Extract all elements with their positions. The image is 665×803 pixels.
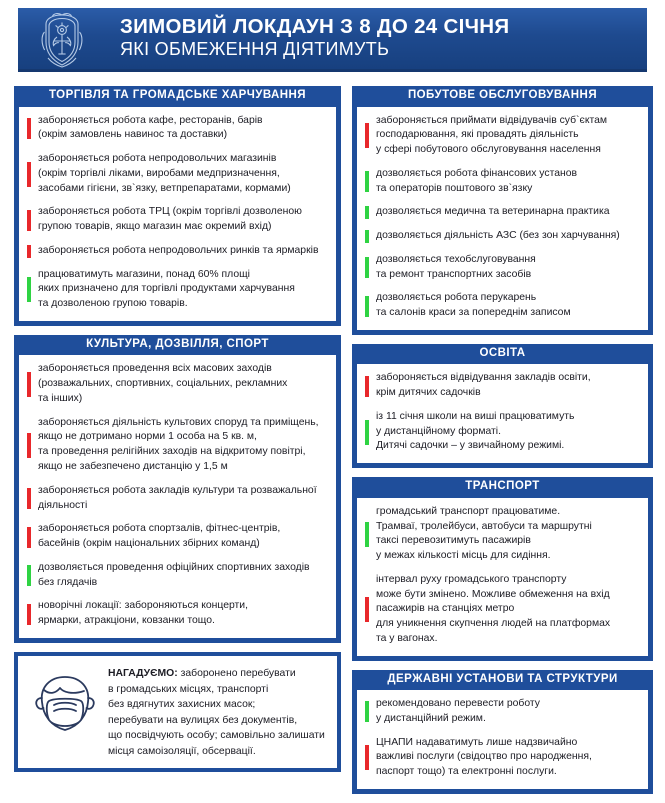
rule-line: групою товарів, якщо магазин має окремий вхід) (38, 221, 272, 233)
reminder-line: заборонено перебувати (177, 667, 296, 679)
rule-line: якщо не дотримано норми 1 особа на 5 кв. м, (38, 431, 257, 443)
rule-line: дозволяється медична та ветеринарна практика (376, 206, 610, 218)
allowed-rule-item (363, 410, 644, 454)
rule-line: діяльності (38, 499, 88, 511)
rule-line: забороняється відвідування закладів освіти, (376, 372, 591, 384)
rule-line: у сфері побутового обслуговування населення (376, 144, 601, 156)
rule-line: та інших) (38, 392, 83, 404)
section-body (357, 364, 648, 463)
section-body (357, 690, 648, 789)
section-title: ОСВІТА (479, 346, 526, 359)
right-column (352, 86, 653, 803)
banned-rule-item (25, 599, 332, 629)
rule-line: забороняється робота кафе, ресторанів, барів (38, 114, 263, 126)
rule-line: таксі перевозитимуть пасажирів (376, 535, 531, 547)
rule-line: працюватимуть магазини, понад 60% площі (38, 268, 250, 280)
rule-line: забороняється робота закладів культури та розважальної (38, 484, 317, 496)
reminder-line: в громадських місцях, транспорті (108, 683, 269, 695)
green-marker-icon (365, 257, 369, 278)
rule-line: дозволяється робота перукарень (376, 292, 537, 304)
rule-line: та операторів поштового зв`язку (376, 182, 533, 194)
red-marker-icon (27, 527, 31, 548)
rule-line: якщо не забезпечено дистанцію у 1,5 м (38, 461, 228, 473)
rule-line: та ремонт транспортних засобів (376, 268, 532, 280)
face-mask-icon (28, 668, 102, 742)
section-panel (352, 344, 653, 468)
section-body (357, 107, 648, 330)
banned-rule-item (25, 484, 332, 514)
section-panel (14, 86, 341, 326)
rule-line: новорічні локації: забороняються концерти, (38, 600, 248, 612)
red-marker-icon (27, 488, 31, 509)
rule-line: та проведення релігійних заходів на відкритому повітрі, (38, 446, 306, 458)
rule-line: забороняється приймати відвідувачів суб`єктам (376, 114, 608, 126)
right-sections (352, 86, 653, 794)
reminder-line: перебувати на вулицях без документів, (108, 714, 298, 726)
reminder-line: без вдягнутих захисних масок; (108, 699, 256, 711)
rule-line: забороняється робота непродовольчих магазинів (38, 153, 277, 165)
section-panel (352, 670, 653, 794)
red-marker-icon (27, 433, 31, 458)
rule-line: ЦНАПИ надаватимуть лише надзвичайно (376, 736, 578, 748)
rule-line: господарювання, які провадять діяльність (376, 129, 579, 141)
green-marker-icon (27, 277, 31, 302)
section-title: ТОРГІВЛЯ ТА ГРОМАДСЬКЕ ХАРЧУВАННЯ (48, 89, 306, 101)
green-marker-icon (365, 522, 369, 547)
red-marker-icon (27, 604, 31, 625)
allowed-rule-item (25, 268, 332, 312)
section-panel (14, 335, 341, 643)
rule-line: та салонів краси за попереднім записом (376, 307, 571, 319)
red-marker-icon (365, 123, 369, 148)
allowed-rule-item (363, 291, 644, 321)
rule-line: із 11 січня школи на виші працюватимуть (376, 410, 575, 422)
rule-line: дозволяється діяльність АЗС (без зон харчування) (376, 230, 620, 242)
rule-line: у дистанційний режим. (376, 712, 486, 724)
rule-line: дозволяється техобслуговування (376, 253, 536, 265)
red-marker-icon (27, 118, 31, 139)
rule-line: (окрім торгівлі ліками, виробами медпризначення, (38, 167, 280, 179)
page-subtitle: ЯКІ ОБМЕЖЕННЯ ДІЯТИМУТЬ (120, 39, 390, 60)
header-banner (18, 8, 647, 72)
rule-line: громадський транспорт працюватиме. (376, 505, 561, 517)
green-marker-icon (365, 171, 369, 192)
section-title: ПОБУТОВЕ ОБСЛУГОВУВАННЯ (407, 89, 598, 101)
reminder-box (14, 652, 341, 772)
rule-line: забороняється діяльність культових споруд та приміщень, (38, 416, 319, 428)
red-marker-icon (365, 597, 369, 622)
banned-rule-item (363, 736, 644, 780)
section-body (19, 107, 336, 321)
page-title: ЗИМОВИЙ ЛОКДАУН З 8 ДО 24 СІЧНЯ (120, 15, 510, 39)
section-title: КУЛЬТУРА, ДОЗВІЛЛЯ, СПОРТ (86, 337, 269, 350)
red-marker-icon (365, 745, 369, 770)
section-title: ТРАНСПОРТ (465, 480, 540, 493)
banned-rule-item (25, 152, 332, 196)
banned-rule-item (363, 573, 644, 647)
section-body (19, 355, 336, 637)
green-marker-icon (365, 420, 369, 445)
allowed-rule-item (363, 205, 644, 220)
rule-line: Дитячі садочки – у звичайному режимі. (376, 440, 565, 452)
banned-rule-item (25, 205, 332, 235)
rule-line: та дозволеною групою товарів. (38, 298, 188, 310)
rule-line: крім дитячих садочків (376, 387, 481, 399)
rule-line: забороняється робота спортзалів, фітнес-центрів, (38, 523, 281, 535)
section-panel (352, 86, 653, 335)
red-marker-icon (27, 245, 31, 258)
rule-line: (розважальних, спортивних, соціальних, рекламних (38, 378, 288, 390)
green-marker-icon (27, 565, 31, 586)
red-marker-icon (365, 376, 369, 397)
rule-line: яких призначено для торгівлі продуктами харчування (38, 283, 295, 295)
section-body (357, 498, 648, 656)
green-marker-icon (365, 230, 369, 243)
rule-line: важливі послуги (свідоцтво про народження, (376, 751, 592, 763)
reminder-line: місця самоізоляції, обсервації. (108, 745, 256, 757)
rule-line: без глядачів (38, 576, 98, 588)
allowed-rule-item (363, 253, 644, 283)
rule-line: у межах кількості місць для сидіння. (376, 550, 551, 562)
red-marker-icon (27, 210, 31, 231)
reminder-text (108, 664, 325, 760)
banned-rule-item (25, 416, 332, 475)
rule-line: для уникнення скупчення людей на платформах (376, 618, 611, 630)
banned-rule-item (25, 362, 332, 406)
allowed-rule-item (363, 167, 644, 197)
green-marker-icon (365, 206, 369, 219)
green-marker-icon (365, 701, 369, 722)
reminder-line: що посвідчують особу; самовільно залишати (108, 730, 325, 742)
rule-line: Трамваї, тролейбуси, автобуси та маршрутні (376, 520, 592, 532)
banned-rule-item (25, 522, 332, 552)
rule-line: та у вагонах. (376, 632, 438, 644)
rule-line: у дистанційному форматі. (376, 425, 501, 437)
rule-line: пасажирів на станціях метро (376, 603, 515, 615)
red-marker-icon (27, 162, 31, 187)
banned-rule-item (25, 114, 332, 144)
left-sections (14, 86, 341, 643)
rule-line: може бути змінено. Можливе обмеження на вхід (376, 588, 610, 600)
rule-line: ярмарки, атракціони, ковзанки тощо. (38, 615, 215, 627)
allowed-rule-item (363, 697, 644, 727)
green-marker-icon (365, 296, 369, 317)
banned-rule-item (363, 114, 644, 158)
left-column (14, 86, 341, 772)
reminder-lead: НАГАДУЄМО: (108, 667, 178, 679)
allowed-rule-item (363, 229, 644, 244)
banned-rule-item (25, 244, 332, 259)
coat-of-arms-emblem (36, 10, 88, 68)
rule-line: дозволяється проведення офіційних спортивних заходів (38, 561, 310, 573)
allowed-rule-item (25, 561, 332, 591)
rule-line: забороняється робота непродовольчих ринків та ярмарків (38, 244, 319, 256)
rule-line: дозволяється робота фінансових установ (376, 167, 578, 179)
rule-line: забороняється робота ТРЦ (окрім торгівлі дозволеною (38, 206, 302, 218)
rule-line: засобами гігієни, зв`язку, ветпрепаратами, кормами) (38, 182, 291, 194)
reminder-lines (108, 668, 325, 760)
section-title: ДЕРЖАВНІ УСТАНОВИ ТА СТРУКТУРИ (387, 672, 618, 685)
rule-line: інтервал руху громадського транспорту (376, 573, 567, 585)
rule-line: (окрім замовлень навинос та доставки) (38, 129, 228, 141)
allowed-rule-item (363, 505, 644, 564)
header-title-block (98, 16, 509, 60)
red-marker-icon (27, 372, 31, 397)
rule-line: басейнів (окрім національних збірних команд) (38, 538, 260, 550)
section-panel (352, 477, 653, 660)
rule-line: рекомендовано перевести роботу (376, 698, 541, 710)
rule-line: забороняється проведення всіх масових заходів (38, 363, 272, 375)
banned-rule-item (363, 371, 644, 401)
rule-line: паспорт тощо) та електронні послуги. (376, 766, 557, 778)
